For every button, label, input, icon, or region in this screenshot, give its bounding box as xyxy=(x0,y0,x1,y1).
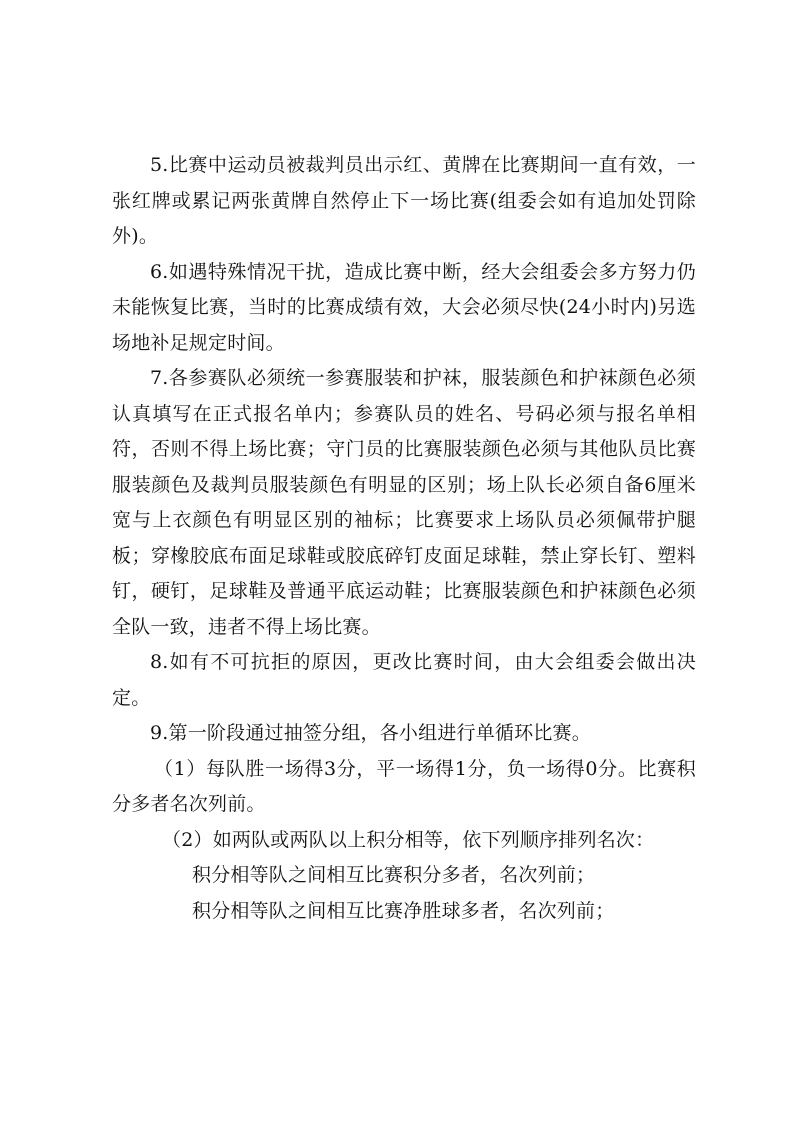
paragraph-rule-9-item-2: （2）如两队或两队以上积分相等，依下列顺序排列名次： xyxy=(162,828,655,851)
paragraph-rule-5: 5.比赛中运动员被裁判员出示红、黄牌在比赛期间一直有效，一张红牌或累记两张黄牌自然停止下一场比赛(组委会如有追加处罚除外)。 xyxy=(112,154,696,247)
paragraph-rule-9-item-1: （1）每队胜一场得3分，平一场得1分，负一场得0分。比赛积分多者名次列前。 xyxy=(112,757,696,815)
paragraph-rule-9: 9.第一阶段通过抽签分组，各小组进行单循环比赛。 xyxy=(150,722,591,744)
paragraph-rule-8: 8.如有不可抗拒的原因，更改比赛时间，由大会组委会做出决定。 xyxy=(112,651,696,709)
paragraph-rule-6: 6.如遇特殊情况干扰，造成比赛中断，经大会组委会多方努力仍未能恢复比赛，当时的比赛成绩有效，大会必须尽快(24小时内)另选场地补足规定时间。 xyxy=(112,260,696,354)
paragraph-tiebreak-points: 积分相等队之间相互比赛积分多者，名次列前； xyxy=(192,864,596,886)
paragraph-tiebreak-goal-difference: 积分相等队之间相互比赛净胜球多者，名次列前； xyxy=(192,899,615,922)
document-body xyxy=(112,148,696,929)
paragraph-rule-7: 7.各参赛队必须统一参赛服装和护袜，服装颜色和护袜颜色必须认真填写在正式报名单内；参赛队员的姓名、号码必须与报名单相符，否则不得上场比赛；守门员的比赛服装颜色必须与其他队员比赛服装颜色及裁判员服装颜色有明显的区别；场上队长必须自备6厘米宽与上衣颜色有明显区别的袖标；比赛要求上场队员必须佩带护腿板；穿橡胶底布面足球鞋或胶底碎钉皮面足球鞋，禁止穿长钉、塑料钉，硬钉，足球鞋及普通平底运动鞋；比赛服装颜色和护袜颜色必须全队一致，违者不得上场比赛。 xyxy=(112,367,696,638)
